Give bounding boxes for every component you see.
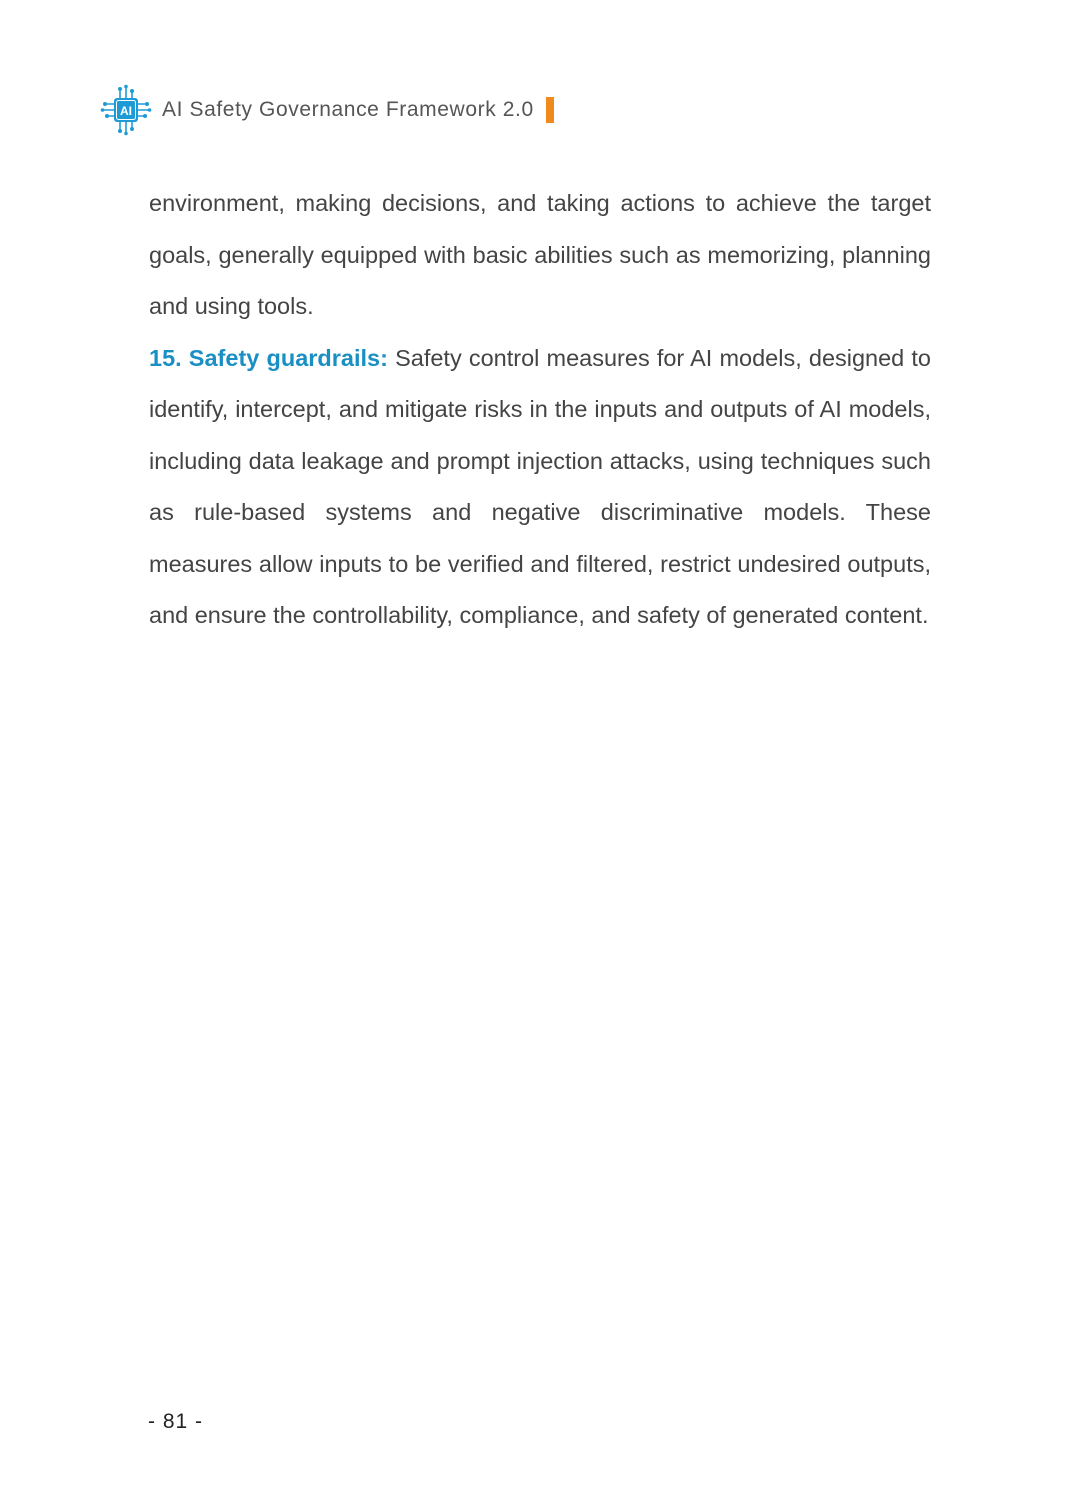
definition-term: 15. Safety guardrails:: [149, 344, 388, 371]
page-header: [100, 84, 554, 136]
header-accent-bar: [546, 97, 554, 123]
paragraph-continuation: environment, making decisions, and taking actions to achieve the target goals, generally equipped with basic abilities such as memorizing, planning and using tools.: [149, 190, 931, 319]
document-title: AI Safety Governance Framework 2.0: [162, 98, 534, 121]
definition-text: Safety control measures for AI models, designed to identify, intercept, and mitigate risks in the inputs and outputs of AI models, including data leakage and prompt injection attacks, using techniques such as rule-based systems and negative discriminative models. These measures allow inputs to be verified and filtered, restrict undesired outputs, and ensure the controllability, compliance, and safety of generated content.: [149, 344, 931, 628]
main-content: [149, 178, 931, 642]
paragraph-definition: [149, 333, 931, 642]
page-number: - 81 -: [148, 1410, 204, 1433]
ai-chip-icon: [100, 84, 152, 136]
logo-text: AI: [120, 104, 132, 118]
